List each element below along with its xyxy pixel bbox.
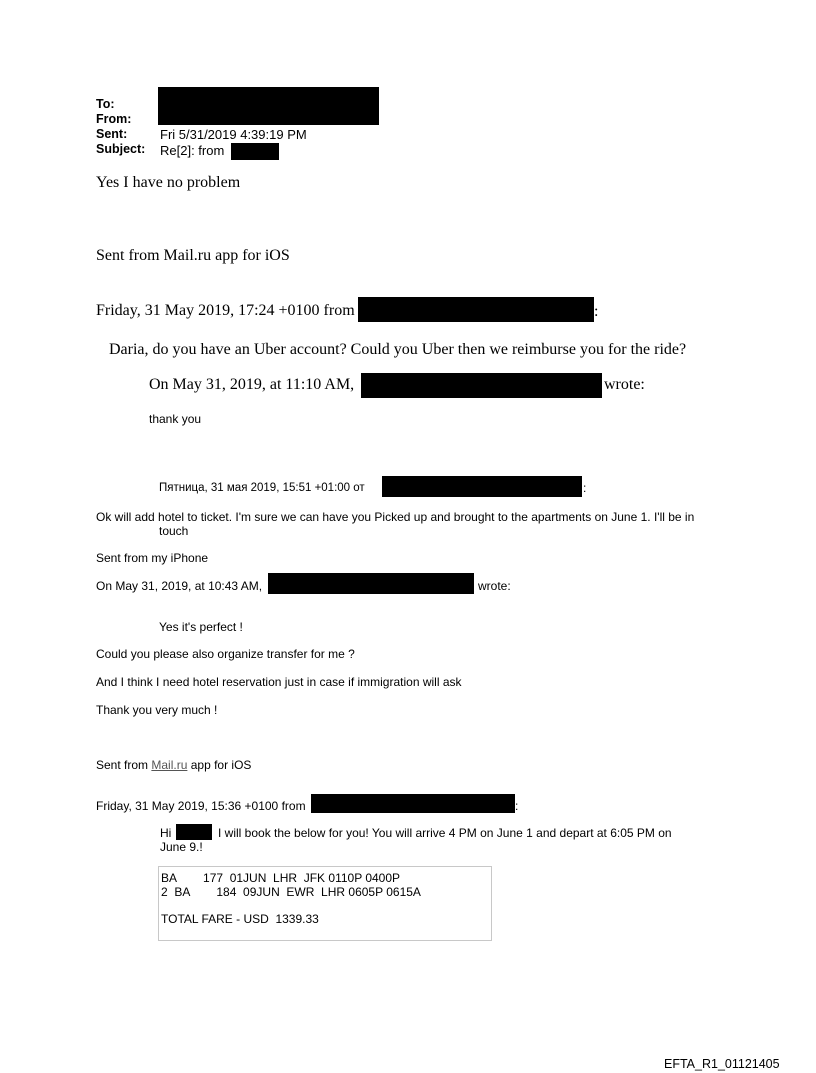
signature3-prefix: Sent from (96, 758, 149, 772)
quote2-text: thank you (149, 412, 202, 426)
quote5-intro: Friday, 31 May 2019, 15:36 +0100 from (96, 799, 306, 813)
quote3-intro: Пятница, 31 мая 2019, 15:51 +01:00 от (159, 482, 365, 494)
quote3-text-line1: Ok will add hotel to ticket. I'm sure we can have you Picked up and brought to the apartments on June 1. I'll be in (96, 510, 695, 524)
subject-label: Subject: (96, 142, 146, 156)
quote2-intro-prefix: On May 31, 2019, at 11:10 AM, (149, 376, 355, 393)
quote4-line3: And I think I need hotel reservation just in case if immigration will ask (96, 675, 462, 689)
itinerary-line1: BA 177 01JUN LHR JFK 0110P 0400P (161, 871, 401, 885)
signature-mailru: Sent from Mail.ru app for iOS (96, 247, 290, 264)
to-label: To: (96, 97, 115, 111)
redaction-quote3-sender (382, 476, 582, 497)
redaction-quote4-sender (268, 573, 474, 594)
reply-text: Yes I have no problem (96, 174, 241, 191)
mailru-link[interactable]: Mail.ru (151, 758, 188, 772)
itinerary-total: TOTAL FARE - USD 1339.33 (161, 912, 319, 926)
quote3-text-line2: touch (159, 524, 189, 538)
from-label: From: (96, 112, 132, 126)
signature-mailru-2 (96, 758, 251, 772)
redaction-to-from (158, 87, 379, 125)
quote4-intro-suffix: wrote: (478, 579, 511, 593)
quote1-intro-tail: : (594, 303, 599, 320)
quote5-text-line1: I will book the below for you! You will arrive 4 PM on June 1 and depart at 6:05 PM on (218, 826, 672, 840)
quote4-line1: Yes it's perfect ! (159, 620, 243, 634)
itinerary-line2: 2 BA 184 09JUN EWR LHR 0605P 0615A (161, 885, 421, 899)
quote5-intro-tail: : (515, 799, 519, 813)
redaction-quote5-name (176, 824, 212, 840)
quote4-intro-prefix: On May 31, 2019, at 10:43 AM, (96, 579, 263, 593)
redaction-subject (231, 143, 279, 160)
quote1-text: Daria, do you have an Uber account? Could you Uber then we reimburse you for the ride? (109, 341, 687, 358)
sent-value: Fri 5/31/2019 4:39:19 PM (160, 127, 307, 142)
quote3-intro-tail: : (583, 481, 587, 495)
document-id: EFTA_R1_01121405 (664, 1057, 780, 1071)
redaction-quote5-sender (311, 794, 515, 813)
quote4-line2: Could you please also organize transfer for me ? (96, 647, 355, 661)
quote5-hi: Hi (160, 826, 172, 840)
signature-iphone: Sent from my iPhone (96, 551, 209, 565)
redaction-quote2-sender (361, 373, 602, 398)
quote5-text-line2: June 9.! (160, 840, 203, 854)
quote1-intro: Friday, 31 May 2019, 17:24 +0100 from (96, 302, 355, 319)
redaction-quote1-sender (358, 297, 594, 322)
signature3-suffix: app for iOS (190, 758, 252, 772)
sent-label: Sent: (96, 127, 128, 141)
subject-value: Re[2]: from (160, 143, 225, 158)
quote2-intro-suffix: wrote: (604, 376, 645, 393)
quote4-line4: Thank you very much ! (96, 703, 218, 717)
